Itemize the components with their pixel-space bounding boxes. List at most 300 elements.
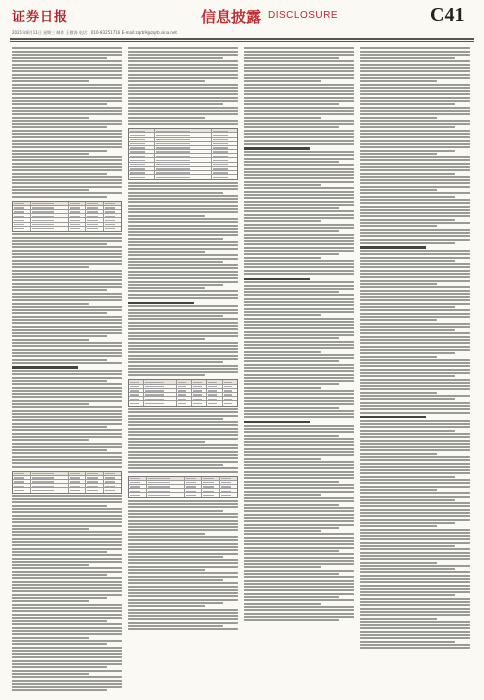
section-heading [244, 421, 310, 423]
data-table [12, 471, 122, 494]
text-line [12, 623, 122, 625]
text-line [360, 166, 470, 168]
table-cell [129, 154, 155, 157]
text-line [360, 189, 437, 191]
table-cell [155, 158, 212, 161]
text-line [360, 588, 470, 590]
text-line [12, 558, 122, 560]
table-cell [192, 393, 207, 396]
text-line [12, 80, 89, 82]
text-line [12, 263, 122, 265]
text-line [360, 402, 470, 404]
text-line [244, 266, 354, 268]
text-line [128, 201, 238, 203]
text-line [360, 229, 470, 231]
text-line [128, 74, 238, 76]
text-line [12, 250, 122, 252]
text-line [12, 647, 122, 649]
text-line [244, 360, 339, 362]
table-cell [212, 158, 237, 161]
text-line [12, 189, 89, 191]
text-line [12, 433, 122, 435]
text-line [244, 281, 354, 283]
text-line [12, 196, 107, 198]
text-line [12, 303, 89, 305]
text-line [128, 520, 238, 522]
text-line [360, 332, 470, 334]
text-line [128, 60, 238, 62]
text-line [128, 569, 205, 571]
text-line [12, 64, 122, 66]
text-line [128, 421, 238, 423]
text-line [360, 608, 470, 610]
text-line [360, 548, 470, 550]
text-line [244, 344, 354, 346]
text-line [244, 410, 354, 412]
text-line [12, 436, 122, 438]
text-line [128, 215, 205, 217]
text-line [244, 217, 354, 219]
text-line [360, 492, 470, 494]
text-line [12, 439, 89, 441]
text-line [12, 581, 122, 583]
table-cell [144, 380, 176, 383]
text-line [128, 325, 238, 327]
text-line [128, 444, 238, 446]
text-line [360, 405, 470, 407]
table-cell [31, 472, 69, 475]
text-line [128, 205, 238, 207]
text-line [12, 299, 122, 301]
text-line [12, 179, 122, 181]
table-cell [223, 385, 237, 388]
text-line [360, 257, 470, 259]
text-line [12, 387, 122, 389]
text-line [244, 207, 339, 209]
text-line [244, 334, 354, 336]
text-line [244, 370, 354, 372]
text-line [128, 297, 238, 299]
text-line [244, 357, 354, 359]
data-table [128, 128, 238, 180]
text-line [244, 191, 354, 193]
text-line [244, 351, 321, 353]
text-line [128, 287, 205, 289]
text-line [12, 77, 122, 79]
text-line [12, 683, 122, 685]
text-line [128, 582, 238, 584]
text-line [360, 634, 470, 636]
text-line [12, 594, 122, 596]
text-line [12, 515, 122, 517]
text-line [360, 519, 470, 521]
text-line [244, 204, 354, 206]
text-line [128, 100, 238, 102]
table-cell [212, 150, 237, 153]
text-line [128, 428, 238, 430]
text-line [128, 579, 223, 581]
table-cell [129, 171, 155, 174]
text-line [360, 568, 455, 570]
text-line [12, 159, 122, 161]
text-line [12, 403, 89, 405]
table-cell [185, 477, 203, 480]
newspaper-logo: 证券日报 [12, 10, 69, 25]
table-cell [223, 380, 237, 383]
text-line [360, 472, 470, 474]
text-line [360, 496, 470, 498]
text-line [244, 224, 354, 226]
text-line [12, 266, 89, 268]
text-line [128, 533, 205, 535]
table-cell [69, 476, 87, 479]
table-cell [207, 397, 222, 400]
text-line [360, 199, 470, 201]
text-line [244, 100, 354, 102]
text-line [128, 361, 223, 363]
table-cell [69, 488, 87, 492]
table-cell [212, 142, 237, 145]
text-line [128, 294, 238, 296]
text-line [244, 291, 339, 293]
table-cell [223, 389, 237, 392]
text-line [128, 271, 238, 273]
text-line [360, 136, 470, 138]
text-line [360, 209, 470, 211]
text-line [128, 251, 205, 253]
text-line [244, 154, 354, 156]
text-line [244, 451, 354, 453]
text-line [128, 368, 238, 370]
text-line [12, 521, 122, 523]
text-line [244, 341, 354, 343]
text-line [244, 390, 354, 392]
text-column-3 [244, 46, 354, 692]
text-line [360, 542, 470, 544]
text-line [12, 120, 122, 122]
text-line [244, 383, 339, 385]
table-cell [220, 477, 237, 480]
text-line [12, 309, 122, 311]
text-line [12, 610, 122, 612]
text-line [12, 501, 122, 503]
table-cell [207, 389, 222, 392]
text-line [12, 505, 107, 507]
text-line [128, 97, 238, 99]
table-cell [129, 138, 155, 141]
text-line [244, 234, 354, 236]
text-line [360, 479, 470, 481]
text-line [244, 70, 354, 72]
text-line [12, 240, 122, 242]
text-line [360, 631, 470, 633]
text-line [128, 64, 238, 66]
text-line [244, 454, 354, 456]
text-line [244, 90, 354, 92]
table-cell [155, 175, 212, 179]
text-line [128, 103, 223, 105]
text-line [244, 93, 354, 95]
table-cell [104, 484, 121, 487]
text-line [360, 459, 470, 461]
table-cell [13, 480, 31, 483]
text-line [12, 660, 122, 662]
text-line [244, 133, 354, 135]
table-cell [129, 133, 155, 136]
text-line [360, 47, 470, 49]
text-line [360, 456, 470, 458]
text-line [244, 413, 354, 415]
text-line [360, 273, 470, 275]
text-line [244, 448, 354, 450]
table-cell [202, 493, 220, 497]
table-cell [155, 133, 212, 136]
text-line [12, 192, 122, 194]
table-cell [104, 476, 121, 479]
text-line [128, 264, 238, 266]
table-cell [69, 480, 87, 483]
text-line [360, 51, 470, 53]
text-line [12, 332, 122, 334]
text-line [360, 647, 470, 649]
text-line [128, 218, 238, 220]
text-line [12, 670, 122, 672]
text-line [244, 308, 354, 310]
table-cell [220, 493, 237, 497]
text-line [128, 80, 205, 82]
text-line [244, 321, 354, 323]
text-line [360, 423, 470, 425]
text-line [12, 329, 122, 331]
text-line [360, 100, 470, 102]
table-cell [212, 129, 237, 132]
text-line [128, 539, 238, 541]
table-cell [86, 214, 104, 217]
text-line [12, 319, 122, 321]
text-line [128, 358, 238, 360]
text-line [12, 47, 122, 49]
text-line [12, 423, 122, 425]
text-line [12, 429, 122, 431]
text-line [360, 153, 437, 155]
table-cell [13, 227, 31, 231]
text-line [244, 210, 354, 212]
data-table [12, 201, 122, 232]
text-line [128, 408, 238, 410]
text-line [128, 546, 238, 548]
text-line [360, 283, 437, 285]
text-line [360, 398, 455, 400]
text-line [128, 566, 238, 568]
text-line [244, 181, 354, 183]
text-line [128, 411, 238, 413]
text-line [128, 195, 238, 197]
text-line [360, 512, 470, 514]
text-line [360, 529, 470, 531]
text-line [12, 253, 122, 255]
text-line [360, 107, 470, 109]
text-line [128, 572, 238, 574]
text-line [12, 352, 122, 354]
table-cell [147, 477, 185, 480]
data-table [128, 476, 238, 499]
text-line [128, 281, 238, 283]
text-line [360, 110, 470, 112]
text-line [12, 620, 107, 622]
text-line [360, 303, 470, 305]
text-line [12, 406, 122, 408]
text-line [360, 558, 470, 560]
table-cell [129, 389, 144, 392]
text-line [360, 555, 470, 557]
text-line [244, 74, 354, 76]
table-cell [86, 488, 104, 492]
table-cell [104, 202, 121, 205]
text-line [244, 553, 354, 555]
text-line [12, 633, 122, 635]
text-line [244, 380, 354, 382]
text-line [244, 474, 354, 476]
table-cell [129, 142, 155, 145]
text-line [128, 244, 238, 246]
text-line [244, 464, 354, 466]
text-line [128, 543, 238, 545]
text-line [12, 377, 122, 379]
text-line [12, 279, 122, 281]
text-line [128, 562, 238, 564]
text-line [360, 449, 470, 451]
text-line [244, 533, 354, 535]
text-line [12, 67, 122, 69]
text-line [244, 461, 354, 463]
text-line [128, 365, 238, 367]
table-cell [147, 485, 185, 488]
text-line [12, 136, 122, 138]
text-line [360, 359, 470, 361]
text-line [128, 447, 238, 449]
text-line [12, 663, 122, 665]
text-line [360, 346, 470, 348]
text-line [360, 591, 470, 593]
text-line [12, 339, 89, 341]
text-line [360, 192, 470, 194]
text-line [360, 430, 455, 432]
table-cell [86, 206, 104, 209]
text-line [12, 74, 122, 76]
table-cell [177, 380, 192, 383]
text-line [360, 239, 470, 241]
table-cell [104, 214, 121, 217]
text-line [128, 599, 238, 601]
text-line [12, 650, 122, 652]
text-line [360, 499, 455, 501]
text-line [244, 444, 354, 446]
text-line [12, 130, 122, 132]
text-line [360, 296, 470, 298]
text-line [244, 270, 354, 272]
text-line [12, 370, 122, 372]
table-cell [129, 158, 155, 161]
text-line [12, 538, 122, 540]
text-line [360, 232, 470, 234]
text-line [128, 506, 238, 508]
text-line [128, 628, 238, 630]
text-line [360, 469, 470, 471]
table-cell [31, 227, 69, 231]
table-cell [86, 476, 104, 479]
text-line [128, 503, 238, 505]
text-line [360, 140, 470, 142]
text-line [244, 60, 354, 62]
text-line [12, 600, 89, 602]
table-row [129, 401, 237, 405]
text-line [244, 247, 354, 249]
table-cell [104, 218, 121, 221]
text-line [12, 286, 122, 288]
table-cell [31, 206, 69, 209]
table-cell [192, 401, 207, 405]
table-cell [104, 480, 121, 483]
text-line [244, 377, 354, 379]
text-line [244, 616, 354, 618]
text-line [128, 461, 238, 463]
text-line [12, 653, 122, 655]
text-line [360, 293, 470, 295]
text-line [360, 77, 470, 79]
text-line [244, 294, 354, 296]
table-cell [86, 202, 104, 205]
table-cell [147, 481, 185, 484]
text-line [12, 419, 122, 421]
table-cell [104, 223, 121, 226]
text-line [360, 578, 470, 580]
text-line [360, 309, 470, 311]
text-line [128, 107, 238, 109]
text-line [12, 544, 122, 546]
table-cell [185, 485, 203, 488]
text-line [12, 564, 89, 566]
text-line [244, 589, 354, 591]
table-cell [86, 484, 104, 487]
text-line [360, 117, 437, 119]
text-line [244, 126, 339, 128]
text-line [244, 117, 321, 119]
text-line [244, 184, 321, 186]
text-line [244, 550, 339, 552]
text-line [244, 407, 339, 409]
text-line [244, 263, 354, 265]
table-cell [185, 481, 203, 484]
text-line [12, 322, 122, 324]
table-cell [13, 214, 31, 217]
text-line [244, 397, 354, 399]
text-line [360, 212, 470, 214]
table-cell [69, 472, 87, 475]
text-line [12, 643, 107, 645]
text-line [360, 156, 470, 158]
section-title: 信息披露 [201, 8, 262, 26]
text-line [128, 57, 223, 59]
text-line [128, 208, 238, 210]
text-line [12, 531, 122, 533]
table-cell [129, 385, 144, 388]
text-line [244, 130, 354, 132]
text-line [128, 471, 238, 473]
table-cell [192, 389, 207, 392]
table-cell [13, 202, 31, 205]
text-line [360, 260, 455, 262]
text-line [12, 342, 122, 344]
